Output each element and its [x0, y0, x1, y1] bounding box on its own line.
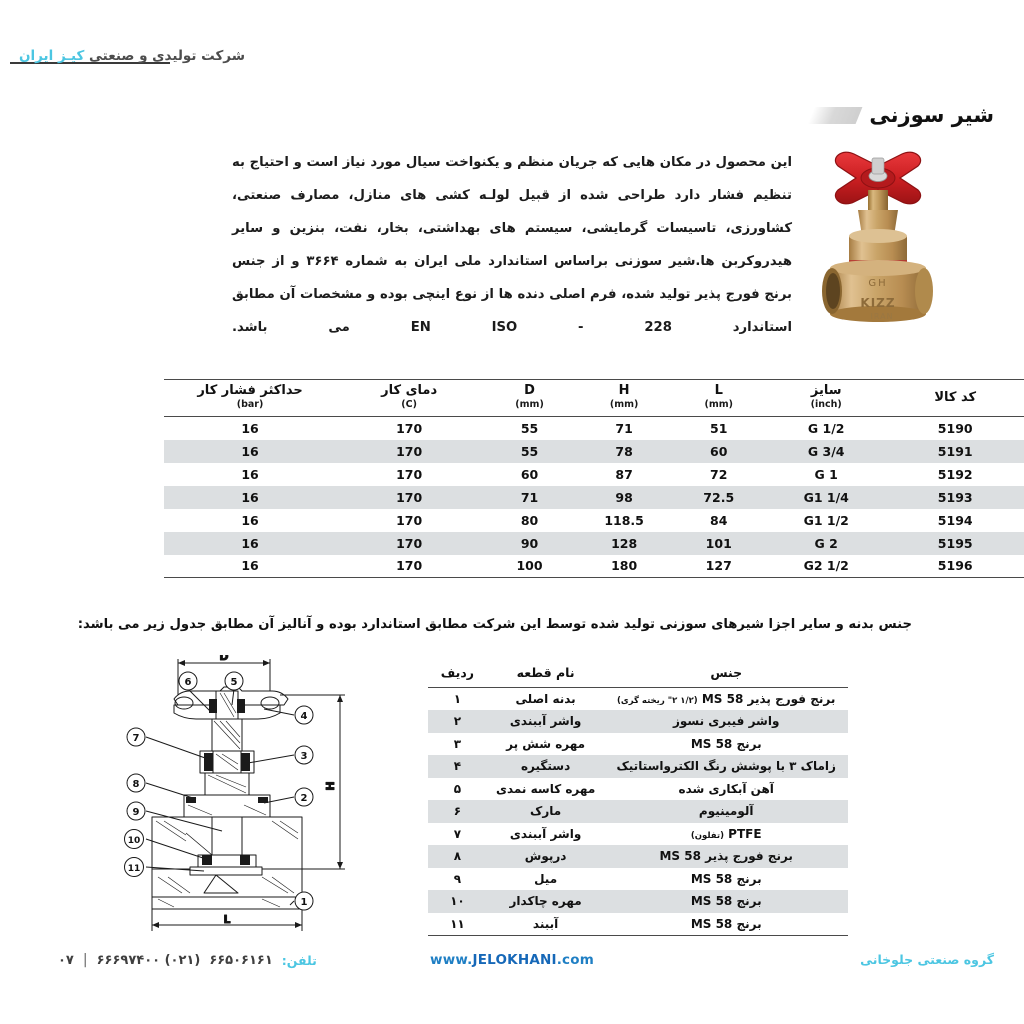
- website-prefix: www.: [430, 952, 473, 968]
- product-title-badge: [811, 103, 994, 127]
- material-text: PTFE: [728, 826, 762, 841]
- cell-part: درپوش: [524, 849, 567, 864]
- cell-part: آببند: [532, 916, 559, 931]
- table-row: [428, 733, 848, 756]
- cell-part: بدنه اصلی: [515, 692, 576, 706]
- table-row: [164, 463, 1024, 486]
- cell-temp: 170: [396, 489, 423, 505]
- spec-col-l: [671, 380, 766, 417]
- cell-material: [604, 733, 848, 756]
- callout-label-9: 9: [132, 807, 140, 818]
- cell-d: 55: [520, 443, 539, 459]
- cell-h: 71: [615, 420, 633, 436]
- cell-l: 127: [705, 558, 732, 574]
- table-row: [164, 532, 1024, 555]
- materials-table: [428, 665, 848, 936]
- cell-size: G 1: [814, 466, 838, 482]
- cell-row-number: ۱۰: [450, 894, 465, 909]
- cell-l: 60: [710, 443, 728, 459]
- spec-col-h-unit: (mm): [609, 399, 639, 410]
- callout-label-3: 3: [300, 751, 308, 762]
- cell-pressure: 16: [241, 535, 259, 551]
- spec-col-temp-unit: (C): [401, 399, 417, 410]
- material-text: برنج MS 58: [690, 871, 762, 886]
- product-title-wrap: [811, 96, 994, 134]
- spec-col-l-unit: (mm): [704, 399, 733, 410]
- cell-l: 84: [710, 512, 728, 528]
- materials-section-heading: جنس بدنه و سایر اجزا شیرهای سوزنی تولید شده توسط این شرکت مطابق استاندارد بوده و آنالیز آن مطابق جدول زیر می باشد:: [77, 617, 912, 632]
- cell-l: 101: [705, 535, 732, 551]
- cell-material: [604, 890, 848, 913]
- spec-col-pressure-label: حداکثر فشار کار: [197, 383, 303, 398]
- material-text: واشر فیبری نسوز: [672, 714, 780, 729]
- table-row: [428, 688, 848, 711]
- cell-row-number: ۱: [453, 692, 462, 706]
- cell-material: [604, 845, 848, 868]
- photo-marking-gh: GH: [868, 278, 888, 289]
- cell-part: واشر آببندی: [509, 826, 582, 841]
- cell-l: 72.5: [703, 489, 735, 505]
- page-title: شیر سوزنی: [869, 103, 994, 127]
- phone-number-2: (۰۲۱) ۶۶۶۹۷۴۰۰: [96, 952, 201, 968]
- material-text: برنج فورج پذیر MS 58: [701, 692, 836, 706]
- cell-part: مارک: [530, 804, 562, 819]
- table-row: [428, 868, 848, 891]
- spec-col-d: [482, 380, 577, 417]
- cell-h: 128: [611, 535, 638, 551]
- cell-row-number: ۹: [453, 871, 462, 886]
- table-row: [428, 755, 848, 778]
- table-row: [164, 440, 1024, 463]
- spec-col-h-label: H: [618, 383, 630, 398]
- spec-col-l-label: L: [714, 383, 723, 398]
- cell-code: 5196: [937, 558, 973, 574]
- mat-col-part: نام قطعه: [516, 665, 575, 680]
- photo-marking-iran: IRAN: [870, 312, 894, 321]
- spec-col-h: [577, 380, 672, 417]
- table-row: [164, 486, 1024, 509]
- cell-code: 5191: [937, 443, 973, 459]
- cell-row-number: ۸: [453, 849, 462, 864]
- materials-table-body: [428, 688, 848, 936]
- cell-row-number: ۵: [453, 781, 462, 796]
- cell-material: [604, 755, 848, 778]
- spec-col-size-unit: (inch): [810, 399, 842, 410]
- phone-label: تلفن:: [281, 952, 317, 968]
- materials-table-head: [428, 665, 848, 688]
- header-company-line: [19, 48, 279, 64]
- cell-d: 100: [516, 558, 543, 574]
- table-row: [164, 417, 1024, 440]
- spec-table-head: [164, 380, 1024, 417]
- cell-l: 51: [710, 420, 728, 436]
- table-row: [428, 913, 848, 936]
- cell-size: G 1/2: [807, 420, 845, 436]
- valve-cross-section-diagram: [112, 655, 437, 935]
- cell-material: [604, 778, 848, 801]
- cell-code: 5190: [937, 420, 973, 436]
- dimension-label-d: D: [219, 655, 229, 663]
- callout-label-4: 4: [300, 711, 308, 722]
- cell-pressure: 16: [241, 466, 259, 482]
- cell-d: 55: [520, 420, 539, 436]
- cell-code: 5193: [937, 489, 973, 505]
- cell-code: 5195: [937, 535, 973, 551]
- cell-h: 180: [611, 558, 638, 574]
- cell-d: 90: [520, 535, 539, 551]
- cell-size: G 2: [814, 535, 838, 551]
- footer-contact-block: [58, 952, 317, 968]
- cell-pressure: 16: [241, 420, 259, 436]
- spec-col-pressure-unit: (bar): [236, 399, 264, 410]
- cell-temp: 170: [396, 443, 423, 459]
- callout-label-8: 8: [132, 779, 140, 790]
- spec-col-d-label: D: [524, 383, 535, 398]
- cell-material: [604, 913, 848, 936]
- table-row: [428, 800, 848, 823]
- cell-row-number: ۷: [453, 826, 462, 841]
- dimension-label-l: L: [223, 913, 231, 926]
- valve-photo-illustration: [816, 140, 1006, 335]
- material-note: (۲ ۱/۲" ریخته گری): [617, 696, 698, 706]
- cell-temp: 170: [396, 535, 423, 551]
- website-brand: JELOKHANI: [472, 952, 557, 968]
- cell-pressure: 16: [241, 558, 259, 574]
- cell-code: 5192: [937, 466, 973, 482]
- material-note: (تفلون): [690, 830, 724, 841]
- cell-d: 71: [520, 489, 539, 505]
- cell-row-number: ۶: [453, 804, 462, 819]
- footer-company-group: گروه صنعتی جلوخانی: [860, 952, 994, 967]
- spec-col-size-label: سایز: [810, 383, 842, 398]
- material-text: آلومینیوم: [698, 804, 754, 819]
- material-text: برنج MS 58: [690, 894, 762, 909]
- product-photo: [816, 140, 1006, 335]
- callout-label-11: 11: [127, 864, 141, 874]
- spec-col-d-unit: (mm): [515, 399, 544, 410]
- stem-graphic: [868, 190, 888, 212]
- spec-col-temp-label: دمای کار: [381, 383, 438, 398]
- spec-col-size: [766, 380, 886, 417]
- cell-pressure: 16: [241, 512, 259, 528]
- material-text: برنج MS 58: [690, 916, 762, 931]
- spec-header-row: [164, 380, 1024, 417]
- cell-code: 5194: [937, 512, 973, 528]
- table-row: [428, 778, 848, 801]
- cell-part: واشر آببندی: [509, 714, 582, 729]
- spec-table-body: [164, 417, 1024, 578]
- mat-col-row: ردیف: [440, 665, 474, 680]
- page-number: ۰۷: [58, 952, 74, 968]
- cell-part: مهره کاسه نمدی: [495, 781, 596, 796]
- callout-label-5: 5: [230, 677, 238, 688]
- cell-d: 60: [520, 466, 539, 482]
- table-row: [428, 823, 848, 846]
- materials-header-row: [428, 665, 848, 688]
- cell-temp: 170: [396, 558, 423, 574]
- page-footer: [0, 950, 1024, 980]
- cell-material: [604, 688, 848, 711]
- cell-h: 118.5: [604, 512, 644, 528]
- spec-col-temp: [336, 380, 482, 417]
- photo-marking-kizz: KIZZ: [860, 296, 896, 310]
- material-text: برنج فورج پذیر MS 58: [659, 849, 793, 864]
- table-row: [164, 555, 1024, 578]
- material-text: برنج MS 58: [690, 736, 762, 751]
- callout-label-10: 10: [127, 836, 141, 846]
- title-slab-decoration: [808, 107, 863, 124]
- header-company-prefix: شرکت تولیدی و صنعتی: [84, 48, 245, 64]
- cell-l: 72: [710, 466, 728, 482]
- cell-size: G 3/4: [807, 443, 845, 459]
- valve-technical-drawing: [112, 655, 437, 935]
- cell-part: دستگیره: [520, 759, 571, 774]
- cell-row-number: ۴: [453, 759, 462, 774]
- table-row: [164, 509, 1024, 532]
- callout-label-6: 6: [184, 677, 192, 688]
- material-text: زاماک ۳ با پوشش رنگ الکترواستاتیک: [616, 759, 836, 774]
- callout-label-1: 1: [300, 897, 308, 908]
- cell-h: 78: [615, 443, 633, 459]
- callout-label-7: 7: [132, 733, 140, 744]
- website-suffix: .com: [556, 952, 594, 968]
- header-brand: کیـز ایران: [19, 48, 85, 64]
- mat-col-material: جنس: [710, 665, 743, 680]
- cell-row-number: ۲: [453, 714, 462, 729]
- cell-size: G1 1/4: [803, 489, 849, 505]
- spec-col-pressure: [164, 380, 336, 417]
- spec-col-code-label: کد کالا: [934, 390, 977, 405]
- page-header: [0, 48, 1024, 78]
- cell-temp: 170: [396, 466, 423, 482]
- cell-h: 98: [615, 489, 633, 505]
- cell-row-number: ۱۱: [450, 916, 465, 931]
- cell-d: 80: [520, 512, 539, 528]
- table-row: [428, 890, 848, 913]
- intro-paragraph-block: [232, 146, 792, 344]
- intro-paragraph: این محصول در مکان هایی که جریان منظم و یکنواخت سیال مورد نیاز است و احتیاج به تنظیم فشار دارد طراحی شده از قبیل لولـه کشی های منازل، مصارف صنعتی، کشاورزی، تاسیسات گرمایشی، سیستم های بهداشتی، بخار، نفت، بنزین و سایر هیدروکربن ها.شیر سوزنی براساس استاندارد ملی ایران به شماره ۳۶۶۴ و از جنس برنج فورج پذیر تولید شده، فرم اصلی دنده ها از نوع اینچی بوده و مشخصات آن مطابق استاندارد EN ISO - 228 می باشد.: [232, 155, 792, 335]
- callout-label-2: 2: [300, 793, 308, 804]
- cell-pressure: 16: [241, 443, 259, 459]
- cell-part: مهره شش پر: [506, 736, 586, 751]
- cell-temp: 170: [396, 420, 423, 436]
- material-text: آهن آبکاری شده: [678, 781, 774, 796]
- cell-material: [604, 868, 848, 891]
- specifications-table: [164, 379, 1024, 578]
- cell-h: 87: [615, 466, 633, 482]
- cell-size: G1 1/2: [803, 512, 849, 528]
- cell-row-number: ۳: [453, 736, 462, 751]
- cell-material: [604, 710, 848, 733]
- cell-part: میل: [534, 871, 558, 886]
- table-row: [428, 710, 848, 733]
- cell-material: [604, 800, 848, 823]
- cell-part: مهره چاکدار: [509, 894, 582, 909]
- footer-separator: |: [82, 952, 88, 968]
- phone-number-1: ۶۶۵۰۶۱۶۱: [209, 952, 273, 968]
- cell-material: [604, 823, 848, 846]
- cell-size: G2 1/2: [803, 558, 849, 574]
- cell-temp: 170: [396, 512, 423, 528]
- spec-col-code: [886, 380, 1024, 417]
- cell-pressure: 16: [241, 489, 259, 505]
- dimension-label-h: H: [324, 781, 337, 791]
- table-row: [428, 845, 848, 868]
